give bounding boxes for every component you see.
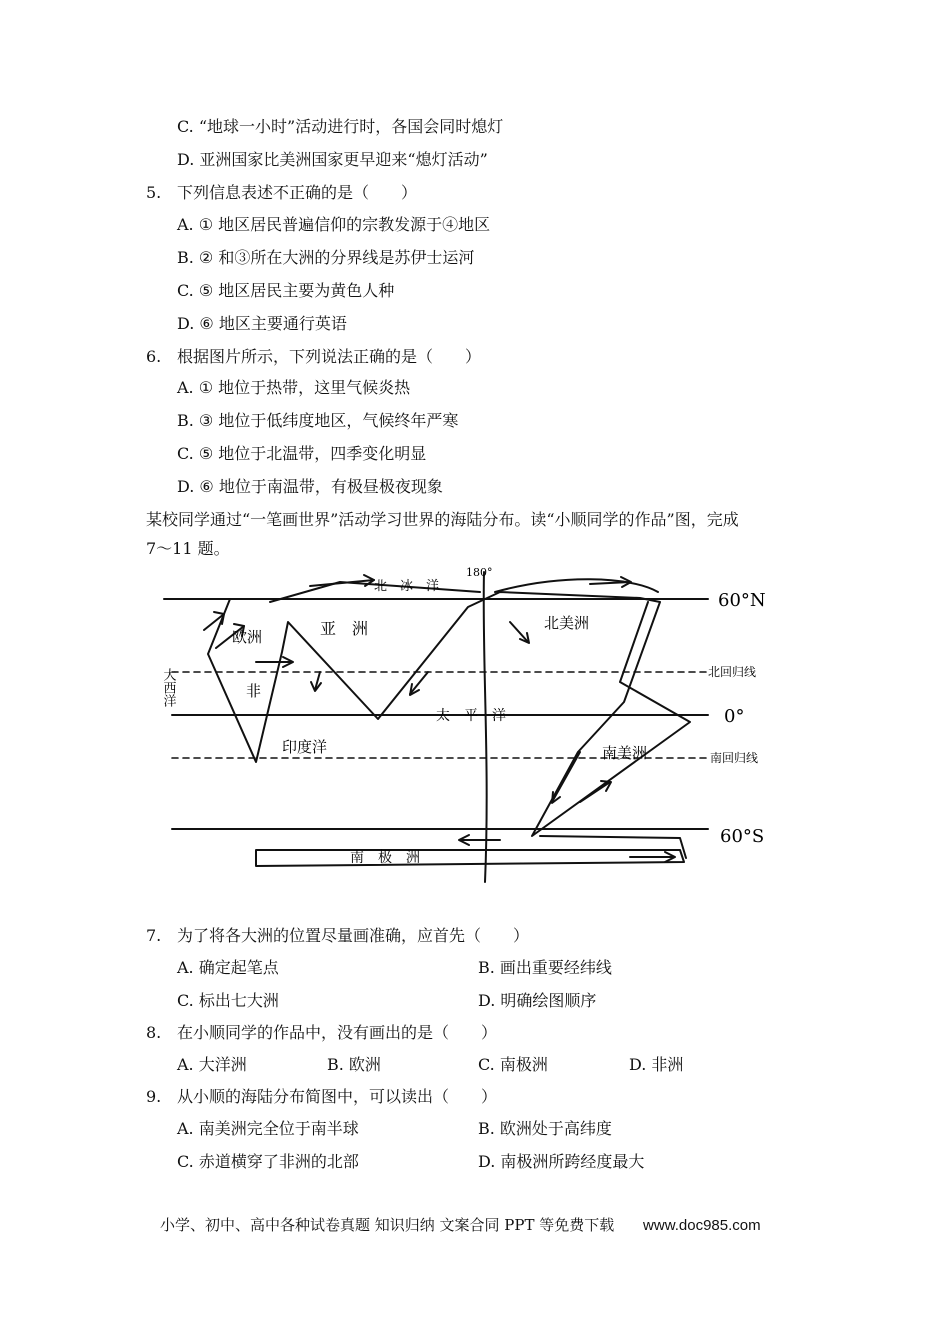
footer-url[interactable]: www.doc985.com: [643, 1217, 761, 1234]
label-north-america: 北美洲: [544, 614, 590, 632]
label-arctic-ocean: 北 冰 洋: [374, 579, 440, 594]
q9-number: 9.: [146, 1087, 162, 1106]
label-60n: 60°N: [718, 590, 766, 611]
q9-option-d: D. 南极洲所跨经度最大: [478, 1152, 645, 1171]
q9-option-a: A. 南美洲完全位于南半球: [177, 1119, 359, 1138]
label-asia: 亚 洲: [320, 619, 369, 638]
label-indian-ocean: 印度洋: [282, 738, 328, 756]
q5-option-d: D. ⑥ 地区主要通行英语: [177, 314, 347, 333]
q5-option-b: B. ② 和③所在大洲的分界线是苏伊士运河: [177, 248, 475, 267]
q7-option-c: C. 标出七大洲: [177, 991, 279, 1010]
q8-number: 8.: [146, 1023, 162, 1042]
label-60s: 60°S: [720, 826, 765, 847]
world-sketch-map: [160, 562, 800, 890]
q8-option-c: C. 南极洲: [478, 1055, 548, 1074]
label-africa: 非: [246, 682, 262, 700]
q6-option-a: A. ① 地位于热带，这里气候炎热: [177, 378, 411, 397]
meridian-180-line: [484, 572, 487, 882]
prev-option-d: D. 亚洲国家比美洲国家更早迎来“熄灯活动”: [177, 150, 488, 169]
q6-option-d: D. ⑥ 地位于南温带，有极昼极夜现象: [177, 477, 443, 496]
page-footer: [160, 1214, 761, 1237]
arctic-stroke-2: [495, 579, 658, 592]
label-equator: 0°: [724, 706, 745, 727]
q5-stem: 下列信息表述不正确的是（ ）: [177, 183, 418, 202]
label-pacific-ocean: 太 平 洋: [436, 708, 506, 724]
label-antarctica: 南 极 洲: [350, 850, 420, 866]
q8-option-d: D. 非洲: [629, 1055, 684, 1074]
antarctica-outline: [256, 850, 684, 866]
antarctica-link: [540, 836, 686, 858]
q6-option-c: C. ⑤ 地位于北温带，四季变化明显: [177, 444, 427, 463]
q5-option-c: C. ⑤ 地区居民主要为黄色人种: [177, 281, 395, 300]
q5-number: 5.: [146, 183, 162, 202]
q6-option-b: B. ③ 地位于低纬度地区，气候终年严寒: [177, 411, 459, 430]
q7-option-d: D. 明确绘图顺序: [478, 991, 597, 1010]
q7-option-a: A. 确定起笔点: [177, 958, 279, 977]
label-tropic-south: 南回归线: [710, 751, 759, 765]
footer-text: 小学、初中、高中各种试卷真题 知识归纳 文案合同 PPT 等免费下载: [160, 1216, 615, 1234]
intro-line-1: 某校同学通过“一笔画世界”活动学习世界的海陆分布。读“小顺同学的作品”图，完成: [146, 510, 739, 529]
label-europe: 欧洲: [232, 628, 263, 646]
q6-stem: 根据图片所示，下列说法正确的是（ ）: [177, 347, 482, 366]
q7-option-b: B. 画出重要经纬线: [478, 958, 612, 977]
q9-option-b: B. 欧洲处于高纬度: [478, 1119, 612, 1138]
q5-option-a: A. ① 地区居民普遍信仰的宗教发源于④地区: [177, 215, 491, 234]
q6-number: 6.: [146, 347, 162, 366]
q8-option-a: A. 大洋洲: [177, 1055, 247, 1074]
q7-number: 7.: [146, 926, 162, 945]
label-atlantic-ocean: 大西洋: [160, 668, 176, 707]
intro-line-2: 7～11 题。: [146, 539, 230, 558]
q7-stem: 为了将各大洲的位置尽量画准确，应首先（ ）: [177, 926, 530, 945]
q9-option-c: C. 赤道横穿了非洲的北部: [177, 1152, 359, 1171]
q8-option-b: B. 欧洲: [327, 1055, 381, 1074]
q9-stem: 从小顺的海陆分布简图中，可以读出（ ）: [177, 1087, 498, 1106]
q8-stem: 在小顺同学的作品中，没有画出的是（ ）: [177, 1023, 498, 1042]
label-tropic-north: 北回归线: [708, 665, 757, 679]
prev-option-c: C. “地球一小时”活动进行时，各国会同时熄灯: [177, 117, 504, 136]
label-south-america: 南美洲: [602, 744, 648, 762]
label-meridian: 180°: [466, 566, 493, 579]
